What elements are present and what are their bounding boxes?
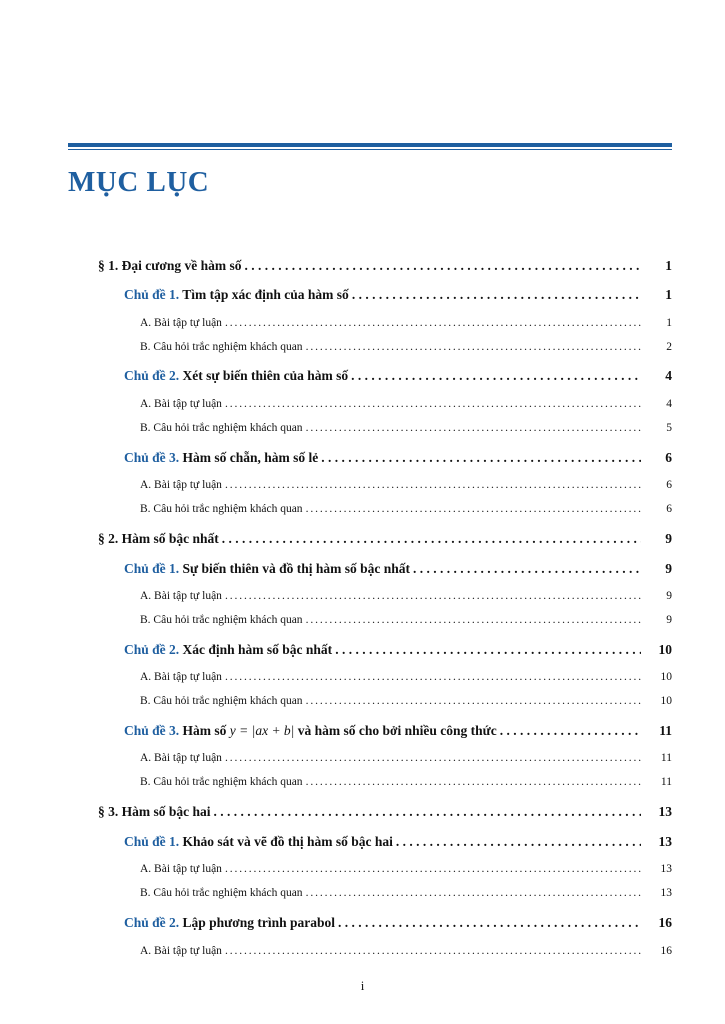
- leader-dots: [244, 256, 641, 276]
- toc-sub-3-1-b[interactable]: [140, 883, 672, 903]
- toc-label: B. Câu hỏi trắc nghiệm khách quan: [140, 614, 303, 626]
- topic-prefix: Chủ đề 2.: [124, 368, 180, 383]
- leader-dots: [225, 313, 641, 333]
- leader-dots: [413, 559, 641, 579]
- toc-page: 6: [665, 450, 672, 465]
- toc-label: A. Bài tập tự luận: [140, 752, 222, 764]
- toc-label: B. Câu hỏi trắc nghiệm khách quan: [140, 503, 303, 515]
- leader-dots: [500, 721, 641, 741]
- toc-page: 16: [658, 915, 672, 930]
- leader-dots: [396, 832, 641, 852]
- toc-label: Xác định hàm số bậc nhất: [182, 642, 333, 657]
- toc-label: § 2. Hàm số bậc nhất: [98, 531, 219, 546]
- toc-label: B. Câu hỏi trắc nghiệm khách quan: [140, 422, 303, 434]
- toc-sub-2-3-a[interactable]: [140, 748, 672, 768]
- toc-page: 4: [666, 398, 672, 410]
- toc-page: 10: [658, 642, 672, 657]
- toc-sub-1-3-a[interactable]: [140, 475, 672, 495]
- toc-sub-2-3-b[interactable]: [140, 772, 672, 792]
- toc-topic-2-2[interactable]: [124, 640, 672, 660]
- toc-sub-2-2-b[interactable]: [140, 691, 672, 711]
- toc-label: A. Bài tập tự luận: [140, 398, 222, 410]
- leader-dots: [321, 448, 641, 468]
- toc-section-2[interactable]: [98, 529, 672, 549]
- toc-page: 1: [665, 287, 672, 302]
- toc-page: 1: [666, 317, 672, 329]
- leader-dots: [225, 475, 641, 495]
- topic-prefix: Chủ đề 1.: [124, 834, 180, 849]
- toc-page: 2: [666, 341, 672, 353]
- toc-sub-2-2-a[interactable]: [140, 667, 672, 687]
- toc-page: 5: [666, 422, 672, 434]
- leader-dots: [335, 640, 641, 660]
- page-number: i: [360, 978, 365, 993]
- formula: y = |ax + b|: [229, 723, 295, 738]
- toc-topic-3-1[interactable]: [124, 832, 672, 852]
- toc-label: B. Câu hỏi trắc nghiệm khách quan: [140, 776, 303, 788]
- topic-prefix: Chủ đề 1.: [124, 561, 180, 576]
- toc-label: A. Bài tập tự luận: [140, 945, 222, 957]
- toc-label: B. Câu hỏi trắc nghiệm khách quan: [140, 341, 303, 353]
- leader-dots: [306, 772, 641, 792]
- toc-section-3[interactable]: [98, 802, 672, 822]
- toc-page: 1: [665, 258, 672, 273]
- toc-topic-2-3[interactable]: [124, 721, 672, 741]
- toc-label: và hàm số cho bởi nhiều công thức: [297, 723, 497, 738]
- toc-topic-1-3[interactable]: [124, 448, 672, 468]
- toc-page: 10: [660, 695, 672, 707]
- toc-page: 16: [660, 945, 672, 957]
- toc-page: 6: [666, 479, 672, 491]
- toc-page: 11: [659, 723, 672, 738]
- toc-sub-1-2-a[interactable]: [140, 394, 672, 414]
- toc-page: 11: [660, 752, 672, 764]
- leader-dots: [225, 941, 641, 961]
- toc-sub-3-1-a[interactable]: [140, 859, 672, 879]
- leader-dots: [338, 913, 641, 933]
- toc-sub-1-3-b[interactable]: [140, 499, 672, 519]
- toc-page: 13: [660, 887, 672, 899]
- toc-page: 9: [666, 614, 672, 626]
- topic-prefix: Chủ đề 2.: [124, 915, 180, 930]
- leader-dots: [225, 667, 641, 687]
- topic-prefix: Chủ đề 3.: [124, 723, 180, 738]
- toc-sub-1-2-b[interactable]: [140, 418, 672, 438]
- toc-sub-2-1-a[interactable]: [140, 586, 672, 606]
- page-title: MỤC LỤC: [68, 166, 210, 198]
- leader-dots: [306, 499, 641, 519]
- topic-prefix: Chủ đề 3.: [124, 450, 180, 465]
- toc-label: A. Bài tập tự luận: [140, 590, 222, 602]
- toc-label: A. Bài tập tự luận: [140, 863, 222, 875]
- toc-sub-1-1-b[interactable]: [140, 337, 672, 357]
- leader-dots: [306, 883, 641, 903]
- toc-topic-2-1[interactable]: [124, 559, 672, 579]
- header-rule-thick: [68, 143, 672, 147]
- leader-dots: [352, 285, 641, 305]
- toc-label: B. Câu hỏi trắc nghiệm khách quan: [140, 887, 303, 899]
- leader-dots: [214, 802, 641, 822]
- leader-dots: [222, 529, 641, 549]
- toc-sub-1-1-a[interactable]: [140, 313, 672, 333]
- toc-topic-3-2[interactable]: [124, 913, 672, 933]
- toc-page: 9: [665, 531, 672, 546]
- toc-label: § 1. Đại cương về hàm số: [98, 258, 242, 273]
- leader-dots: [225, 859, 641, 879]
- leader-dots: [306, 691, 641, 711]
- toc-section-1[interactable]: [98, 256, 672, 276]
- toc-topic-1-1[interactable]: [124, 285, 672, 305]
- toc-label: A. Bài tập tự luận: [140, 317, 222, 329]
- toc-page: 13: [658, 804, 672, 819]
- toc-page: 9: [665, 561, 672, 576]
- topic-prefix: Chủ đề 2.: [124, 642, 180, 657]
- toc-label: A. Bài tập tự luận: [140, 671, 222, 683]
- toc-page: 13: [658, 834, 672, 849]
- toc-page: 10: [660, 671, 672, 683]
- toc-label: Khảo sát và vẽ đồ thị hàm số bậc hai: [182, 834, 393, 849]
- toc-sub-3-2-a[interactable]: [140, 941, 672, 961]
- toc-label: Tìm tập xác định của hàm số: [182, 287, 349, 302]
- toc-label: B. Câu hỏi trắc nghiệm khách quan: [140, 695, 303, 707]
- header-rule-thin: [68, 149, 672, 150]
- toc-page: 13: [660, 863, 672, 875]
- toc-label: Sự biến thiên và đồ thị hàm số bậc nhất: [182, 561, 411, 576]
- toc-label: Lập phương trình parabol: [182, 915, 336, 930]
- toc-label: Hàm số: [182, 723, 227, 738]
- leader-dots: [351, 366, 641, 386]
- toc-topic-1-2[interactable]: [124, 366, 672, 386]
- toc-label: A. Bài tập tự luận: [140, 479, 222, 491]
- toc-label: Hàm số chẵn, hàm số lẻ: [182, 450, 319, 465]
- toc-page: 11: [660, 776, 672, 788]
- toc-label: Xét sự biến thiên của hàm số: [182, 368, 349, 383]
- toc-page: 9: [666, 590, 672, 602]
- toc-label: § 3. Hàm số bậc hai: [98, 804, 211, 819]
- leader-dots: [306, 610, 641, 630]
- toc-sub-2-1-b[interactable]: [140, 610, 672, 630]
- toc-page: 4: [665, 368, 672, 383]
- leader-dots: [225, 586, 641, 606]
- leader-dots: [225, 394, 641, 414]
- toc-page: 6: [666, 503, 672, 515]
- leader-dots: [225, 748, 641, 768]
- leader-dots: [306, 418, 641, 438]
- leader-dots: [306, 337, 641, 357]
- topic-prefix: Chủ đề 1.: [124, 287, 180, 302]
